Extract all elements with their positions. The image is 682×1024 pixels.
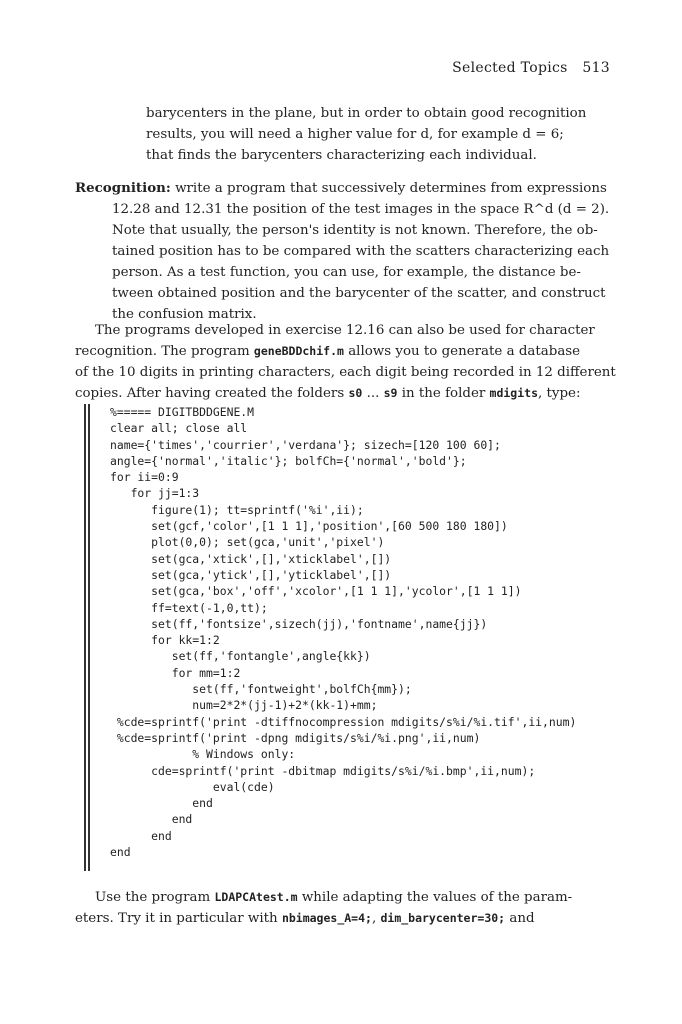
filename-code: LDAPCAtest.m (214, 890, 298, 904)
text-span: , type: (538, 386, 581, 401)
text-span: recognition. The program (75, 344, 254, 359)
parameter-code: dim_barycenter=30; (380, 911, 506, 925)
code-line: % Windows only: (110, 747, 296, 762)
code-line: ff=text(-1,0,tt); (110, 600, 268, 615)
text-line: results, you will need a higher value for d, for example d = 6; (146, 127, 564, 142)
text-line: write a program that successively determines from expressions (170, 181, 607, 196)
code-line: plot(0,0); set(gca,'unit','pixel') (110, 535, 385, 550)
text-line: tween obtained position and the barycenter of the scatter, and construct (112, 286, 606, 301)
folder-code: s0 (348, 386, 363, 400)
paragraph-recognition (75, 178, 610, 325)
text-span: in the folder (397, 386, 490, 401)
running-header (442, 60, 610, 76)
code-line: for ii=0:9 (110, 470, 179, 485)
code-line: clear all; close all (110, 421, 248, 436)
code-line: for jj=1:3 (110, 486, 200, 501)
text-span: Use the program (95, 890, 215, 905)
text-line: barycenters in the plane, but in order to obtain good recognition (146, 106, 587, 121)
recognition-heading: Recognition: (75, 180, 171, 196)
code-line: cde=sprintf('print -dbitmap mdigits/s%i/%i.bmp',ii,num); (110, 763, 536, 778)
paragraph-barycenters (146, 103, 610, 145)
code-line: set(ff,'fontangle',angle{kk}) (110, 649, 371, 664)
code-line: set(gca,'xtick',[],'xticklabel',[]) (110, 551, 392, 566)
code-line: end (110, 845, 131, 860)
code-line: figure(1); tt=sprintf('%i',ii); (110, 502, 364, 517)
text-line: person. As a test function, you can use, for example, the distance be- (112, 265, 581, 280)
code-line: set(gca,'ytick',[],'yticklabel',[]) (110, 567, 392, 582)
paragraph-ldapca-test (75, 887, 610, 929)
code-line: for kk=1:2 (110, 633, 220, 648)
text-line: of the 10 digits in printing characters, each digit being recorded in 12 different (75, 365, 616, 380)
text-line: 12.28 and 12.31 the position of the test images in the space R^d (d = 2). (112, 202, 610, 217)
folder-code: mdigits (489, 386, 538, 400)
text-line: Note that usually, the person's identity is not known. Therefore, the ob- (112, 223, 598, 238)
code-line: num=2*2*(jj-1)+2*(kk-1)+mm; (110, 698, 378, 713)
code-line: eval(cde) (110, 779, 275, 794)
code-line: end (110, 828, 172, 843)
paragraph-finds-barycenters (146, 145, 610, 166)
code-line: set(gcf,'color',[1 1 1],'position',[60 500 180 180]) (110, 519, 508, 534)
text-line: the confusion matrix. (112, 307, 257, 322)
code-block (110, 404, 576, 860)
page-number: 513 (582, 60, 610, 76)
text-span: while adapting the values of the param- (297, 890, 573, 905)
text-line: that finds the barycenters characterizing each individual. (146, 148, 537, 163)
paragraph-character-recognition (75, 320, 616, 404)
text-span: ... (362, 386, 384, 401)
code-line: set(ff,'fontweight',bolfCh{mm}); (110, 682, 412, 697)
code-line: %cde=sprintf('print -dpng mdigits/s%i/%i.png',ii,num) (110, 730, 481, 745)
text-span: , (371, 911, 381, 926)
text-line: The programs developed in exercise 12.16 can also be used for character (95, 323, 595, 338)
folder-code: s9 (383, 386, 398, 400)
code-line: end (110, 812, 193, 827)
text-span: and (505, 911, 535, 926)
code-line: angle={'normal','italic'}; bolfCh={'normal','bold'}; (110, 453, 467, 468)
code-listing (84, 398, 619, 875)
code-line: end (110, 796, 213, 811)
text-span: copies. After having created the folders (75, 386, 349, 401)
text-span: allows you to generate a database (343, 344, 581, 359)
text-span: eters. Try it in particular with (75, 911, 282, 926)
header-title: Selected Topics (452, 60, 568, 76)
text-line: tained position has to be compared with the scatters characterizing each (112, 244, 610, 259)
code-line: set(ff,'fontsize',sizech(jj),'fontname',name{jj}) (110, 616, 488, 631)
code-line: %cde=sprintf('print -dtiffnocompression mdigits/s%i/%i.tif',ii,num) (110, 714, 577, 729)
code-line: %===== DIGITBDDGENE.M (110, 405, 255, 419)
code-line: for mm=1:2 (110, 665, 241, 680)
code-line: set(gca,'box','off','xcolor',[1 1 1],'ycolor',[1 1 1]) (110, 584, 522, 599)
filename-code: geneBDDchif.m (253, 344, 344, 358)
code-line: name={'times','courrier','verdana'}; sizech=[120 100 60]; (110, 437, 501, 452)
parameter-code: nbimages_A=4; (281, 911, 372, 925)
code-margin-bar (84, 404, 90, 871)
